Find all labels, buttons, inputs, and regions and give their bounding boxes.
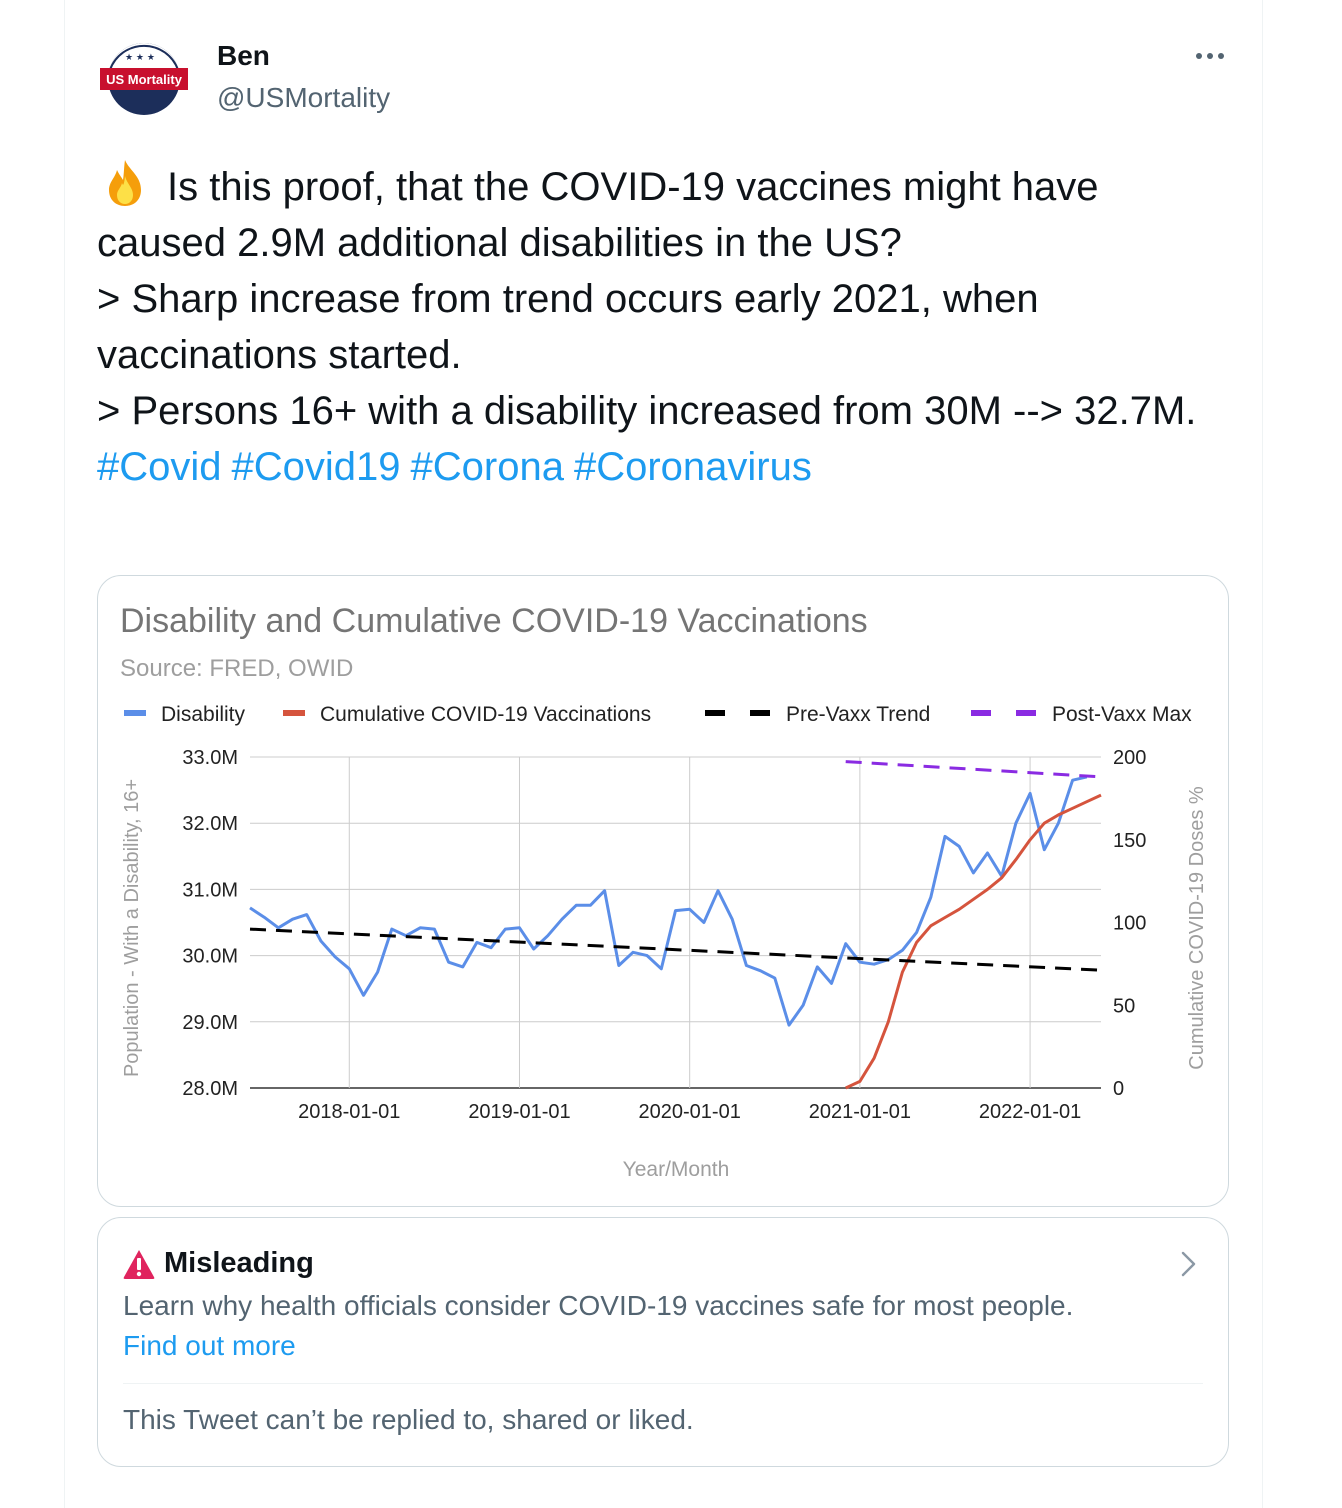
warning-icon	[122, 1248, 156, 1280]
legend-swatch-post-vaxx	[1016, 710, 1036, 716]
hashtag-link[interactable]: #Covid19	[231, 445, 401, 489]
legend-swatch-disability	[124, 710, 146, 716]
notice-footer: This Tweet can’t be replied to, shared or liked.	[123, 1404, 694, 1435]
chart-legend	[124, 703, 1192, 726]
series-line-disability	[250, 777, 1087, 1025]
legend-swatch-vaccinations	[283, 710, 305, 716]
y-left-axis-label: Population - With a Disability, 16+	[121, 778, 143, 1078]
series-line-vaccinations	[846, 795, 1101, 1088]
y-left-tick-label: 28.0M	[182, 1078, 238, 1100]
more-dot-icon	[1196, 53, 1202, 59]
find-out-more-link[interactable]: Find out more	[123, 1330, 296, 1361]
y-right-ticks	[1113, 747, 1146, 1100]
svg-text:★ ★ ★: ★ ★ ★	[125, 53, 155, 63]
x-tick-label: 2020-01-01	[638, 1101, 741, 1123]
legend-swatch-pre-vaxx	[750, 710, 770, 716]
notice-body: Learn why health officials consider COVID-19 vaccines safe for most people.	[123, 1290, 1074, 1321]
line-chart	[98, 576, 1228, 1206]
y-left-tick-label: 33.0M	[182, 747, 238, 769]
hashtag-link[interactable]: #Corona	[410, 445, 564, 489]
y-right-axis-label: Cumulative COVID-19 Doses %	[1186, 786, 1208, 1070]
y-left-tick-label: 32.0M	[182, 813, 238, 836]
fire-icon	[97, 158, 153, 208]
more-dot-icon	[1218, 53, 1224, 59]
y-left-tick-label: 31.0M	[182, 879, 238, 902]
tweet-line-1	[97, 158, 1237, 271]
legend-label-vaccinations: Cumulative COVID-19 Vaccinations	[320, 703, 652, 726]
x-tick-label: 2019-01-01	[468, 1101, 571, 1123]
legend-swatch-post-vaxx	[971, 710, 991, 716]
tweet-line-text: Is this proof, that the COVID-19 vaccines might have caused 2.9M additional disabilities in the US?	[97, 165, 1099, 265]
y-right-tick-label: 100	[1113, 912, 1147, 935]
misleading-notice-card[interactable]	[97, 1217, 1229, 1467]
x-axis-label: Year/Month	[622, 1158, 730, 1181]
legend-label-pre-vaxx: Pre-Vaxx Trend	[786, 703, 931, 726]
avatar[interactable]	[98, 40, 190, 118]
avatar-logo-text: US Mortality	[106, 72, 182, 87]
x-tick-label: 2021-01-01	[808, 1101, 912, 1123]
tweet-text	[97, 158, 1237, 495]
notice-divider	[123, 1383, 1203, 1384]
hashtag-link[interactable]: #Coronavirus	[573, 445, 812, 489]
legend-label-disability: Disability	[161, 703, 246, 726]
series-line-pre-vaxx-trend	[250, 929, 1101, 970]
legend-label-post-vaxx: Post-Vaxx Max	[1052, 703, 1192, 726]
notice-title: Misleading	[164, 1247, 314, 1279]
legend-swatch-pre-vaxx	[705, 710, 725, 716]
tweet-line-3: > Persons 16+ with a disability increased from 30M --> 32.7M.	[97, 389, 1197, 433]
chevron-right-icon[interactable]	[1178, 1249, 1200, 1279]
author-name[interactable]: Ben	[217, 40, 270, 71]
chart-card[interactable]	[97, 575, 1229, 1207]
y-right-tick-label: 50	[1113, 995, 1136, 1018]
y-left-ticks	[182, 747, 238, 1100]
y-right-tick-label: 0	[1113, 1078, 1125, 1100]
chart-title: Disability and Cumulative COVID-19 Vaccinations	[120, 602, 868, 640]
x-ticks	[298, 1101, 1081, 1123]
x-tick-label: 2022-01-01	[978, 1101, 1082, 1123]
y-right-tick-label: 200	[1113, 747, 1147, 769]
chart-subtitle: Source: FRED, OWID	[120, 655, 354, 682]
y-left-tick-label: 29.0M	[182, 1011, 238, 1034]
more-dot-icon	[1207, 53, 1213, 59]
series-line-post-vaxx-max	[846, 762, 1101, 777]
chart-gridlines	[250, 757, 1101, 1088]
y-right-tick-label: 150	[1113, 829, 1147, 852]
tweet-line-2: > Sharp increase from trend occurs early 2021, when vaccinations started.	[97, 277, 1039, 377]
hashtag-link[interactable]: #Covid	[97, 445, 222, 489]
author-handle[interactable]: @USMortality	[217, 82, 391, 113]
y-left-tick-label: 30.0M	[182, 945, 238, 968]
more-options-button[interactable]	[1190, 40, 1230, 72]
x-tick-label: 2018-01-01	[298, 1101, 401, 1123]
hashtag-list	[97, 439, 1237, 495]
